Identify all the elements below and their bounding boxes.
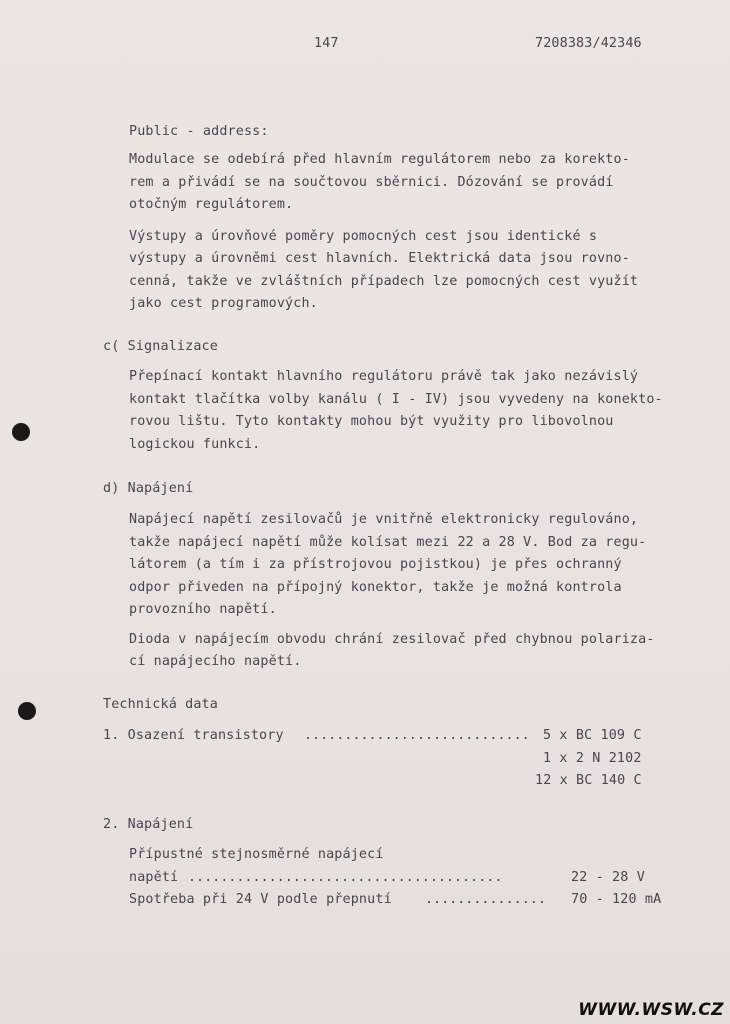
section-title-technicka-data: Technická data <box>103 697 218 712</box>
paragraph-line: Přepínací kontakt hlavního regulátoru právě tak jako nezávislý <box>129 369 639 384</box>
page-number: 147 <box>314 36 339 51</box>
spec-value: 70 - 120 mA <box>571 892 662 907</box>
paragraph-line: Výstupy a úrovňové poměry pomocných cest jsou identické s <box>129 229 598 244</box>
paragraph-line: cenná, takže ve zvláštních případech lze pomocných cest využít <box>129 274 639 289</box>
paragraph-line: Napájecí napětí zesilovačů je vnitřně elektronicky regulováno, <box>129 512 639 527</box>
paragraph-line: provozního napětí. <box>129 602 277 617</box>
dot-leader: ............... <box>425 892 546 907</box>
paragraph-line: rovou lištu. Tyto kontakty mohou být využity pro libovolnou <box>129 414 614 429</box>
document-reference: 7208383/42346 <box>535 36 642 51</box>
spec-value: 5 x BC 109 C <box>543 728 642 743</box>
paragraph-line: Modulace se odebírá před hlavním regulátorem nebo za korekto- <box>129 152 630 167</box>
paragraph-line: jako cest programových. <box>129 296 318 311</box>
section-title-public-address: Public - address: <box>129 124 269 139</box>
paragraph-line: Dioda v napájecím obvodu chrání zesilovač před chybnou polariza- <box>129 632 655 647</box>
spec-value: 22 - 28 V <box>571 870 645 885</box>
paragraph-line: cí napájecího napětí. <box>129 654 302 669</box>
paragraph-line: odpor přiveden na přípojný konektor, takže je možná kontrola <box>129 580 622 595</box>
spec-text: Spotřeba při 24 V podle přepnutí <box>129 892 392 907</box>
dot-leader: ............................ <box>304 728 530 743</box>
paragraph-line: rem a přivádí se na součtovou sběrnici. Dózování se provádí <box>129 175 614 190</box>
paragraph-line: otočným regulátorem. <box>129 197 294 212</box>
paragraph-line: takže napájecí napětí může kolísat mezi 22 a 28 V. Bod za regu- <box>129 535 647 550</box>
dot-leader: ....................................... <box>188 870 503 885</box>
paragraph-line: výstupy a úrovněmi cest hlavních. Elektrická data jsou rovno- <box>129 251 630 266</box>
section-title-signalizace: c( Signalizace <box>103 339 218 354</box>
spec-text: napětí <box>129 870 179 885</box>
paragraph-line: kontakt tlačítka volby kanálu ( I - IV) jsou vyvedeny na konekto- <box>129 392 663 407</box>
paragraph-line: látorem (a tím i za přístrojovou pojistkou) je přes ochranný <box>129 557 622 572</box>
section-title-napajeni: d) Napájení <box>103 481 194 496</box>
watermark: WWW.WSW.CZ <box>578 1000 724 1020</box>
paragraph-line: logickou funkci. <box>129 437 261 452</box>
spec-value: 1 x 2 N 2102 <box>543 751 642 766</box>
punch-hole <box>12 423 30 441</box>
spec-label-transistors: 1. Osazení transistory <box>103 728 284 743</box>
punch-hole <box>18 702 36 720</box>
spec-label-napajeni: 2. Napájení <box>103 817 194 832</box>
spec-value: 12 x BC 140 C <box>535 773 642 788</box>
spec-text: Přípustné stejnosměrné napájecí <box>129 847 384 862</box>
